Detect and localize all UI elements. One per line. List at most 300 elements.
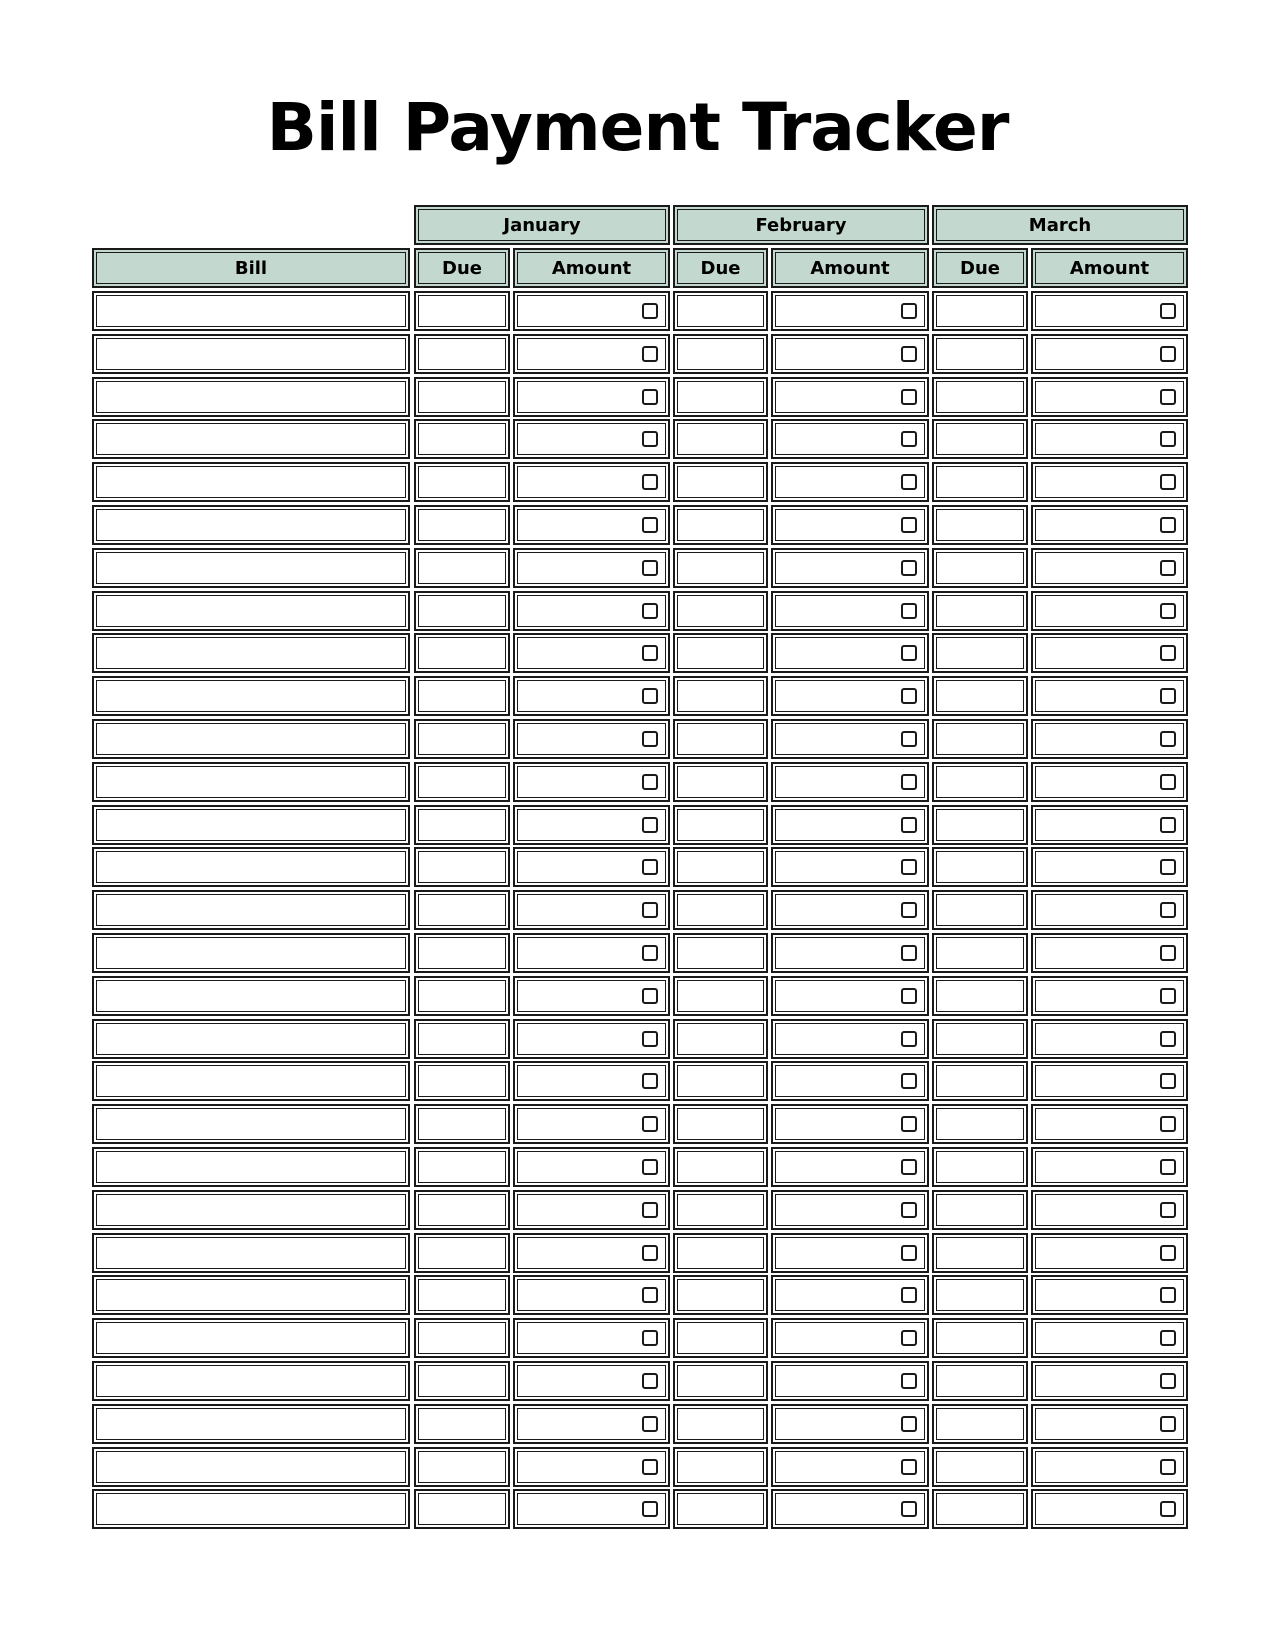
amount-cell-february[interactable] [771, 976, 929, 1016]
due-date-cell-january[interactable] [414, 676, 510, 716]
paid-checkbox-march[interactable] [1160, 988, 1176, 1004]
amount-cell-february[interactable] [771, 1447, 929, 1487]
bill-name-cell[interactable] [92, 1404, 410, 1444]
amount-cell-january[interactable] [513, 1147, 670, 1187]
paid-checkbox-february[interactable] [901, 1416, 917, 1432]
bill-name-cell[interactable] [92, 719, 410, 759]
amount-column-header-february [771, 248, 929, 288]
amount-cell-february[interactable] [771, 1104, 929, 1144]
due-date-cell-march[interactable] [932, 633, 1028, 673]
paid-checkbox-january[interactable] [642, 560, 658, 576]
amount-cell-february[interactable] [771, 334, 929, 374]
amount-cell-march[interactable] [1031, 719, 1188, 759]
amount-cell-march[interactable] [1031, 1147, 1188, 1187]
bill-name-cell[interactable] [92, 505, 410, 545]
amount-cell-february[interactable] [771, 1404, 929, 1444]
paid-checkbox-january[interactable] [642, 1501, 658, 1517]
amount-cell-january[interactable] [513, 762, 670, 802]
amount-cell-march[interactable] [1031, 1104, 1188, 1144]
due-date-cell-february[interactable] [673, 633, 768, 673]
amount-cell-january[interactable] [513, 1061, 670, 1101]
amount-cell-january[interactable] [513, 847, 670, 887]
due-date-cell-february[interactable] [673, 291, 768, 331]
due-date-cell-march[interactable] [932, 676, 1028, 716]
paid-checkbox-march[interactable] [1160, 431, 1176, 447]
amount-cell-january[interactable] [513, 1404, 670, 1444]
paid-checkbox-january[interactable] [642, 431, 658, 447]
amount-cell-january[interactable] [513, 719, 670, 759]
paid-checkbox-january[interactable] [642, 688, 658, 704]
paid-checkbox-january[interactable] [642, 474, 658, 490]
due-date-cell-march[interactable] [932, 334, 1028, 374]
paid-checkbox-february[interactable] [901, 859, 917, 875]
due-date-cell-january[interactable] [414, 548, 510, 588]
paid-checkbox-january[interactable] [642, 1202, 658, 1218]
paid-checkbox-february[interactable] [901, 1073, 917, 1089]
due-date-cell-february[interactable] [673, 1404, 768, 1444]
due-date-cell-march[interactable] [932, 847, 1028, 887]
paid-checkbox-march[interactable] [1160, 731, 1176, 747]
due-date-cell-march[interactable] [932, 1404, 1028, 1444]
amount-cell-march[interactable] [1031, 1489, 1188, 1529]
due-date-cell-february[interactable] [673, 1447, 768, 1487]
due-date-cell-march[interactable] [932, 1019, 1028, 1059]
due-date-cell-march[interactable] [932, 1233, 1028, 1273]
bill-name-cell[interactable] [92, 633, 410, 673]
amount-cell-march[interactable] [1031, 762, 1188, 802]
due-date-cell-january[interactable] [414, 1061, 510, 1101]
due-date-cell-february[interactable] [673, 933, 768, 973]
amount-cell-january[interactable] [513, 1019, 670, 1059]
bill-name-cell[interactable] [92, 805, 410, 845]
due-date-cell-february[interactable] [673, 676, 768, 716]
due-date-cell-february[interactable] [673, 1275, 768, 1315]
bill-name-cell[interactable] [92, 933, 410, 973]
paid-checkbox-march[interactable] [1160, 1116, 1176, 1132]
paid-checkbox-march[interactable] [1160, 1031, 1176, 1047]
amount-cell-january[interactable] [513, 377, 670, 417]
due-date-cell-february[interactable] [673, 1489, 768, 1529]
due-date-cell-march[interactable] [932, 719, 1028, 759]
amount-cell-january[interactable] [513, 334, 670, 374]
due-column-header-january [414, 248, 510, 288]
paid-checkbox-march[interactable] [1160, 1073, 1176, 1089]
paid-checkbox-february[interactable] [901, 346, 917, 362]
amount-cell-january[interactable] [513, 548, 670, 588]
due-date-cell-january[interactable] [414, 1318, 510, 1358]
paid-checkbox-february[interactable] [901, 1031, 917, 1047]
due-date-cell-march[interactable] [932, 933, 1028, 973]
due-date-cell-february[interactable] [673, 847, 768, 887]
month-header-label: February [755, 214, 847, 236]
due-date-cell-january[interactable] [414, 762, 510, 802]
paid-checkbox-march[interactable] [1160, 688, 1176, 704]
amount-cell-february[interactable] [771, 933, 929, 973]
paid-checkbox-january[interactable] [642, 1330, 658, 1346]
amount-cell-february[interactable] [771, 847, 929, 887]
amount-column-header-label: Amount [1069, 257, 1150, 279]
amount-cell-march[interactable] [1031, 1404, 1188, 1444]
paid-checkbox-march[interactable] [1160, 1501, 1176, 1517]
amount-cell-march[interactable] [1031, 1318, 1188, 1358]
amount-cell-february[interactable] [771, 462, 929, 502]
due-date-cell-march[interactable] [932, 591, 1028, 631]
amount-cell-march[interactable] [1031, 548, 1188, 588]
amount-cell-march[interactable] [1031, 676, 1188, 716]
due-date-cell-february[interactable] [673, 1061, 768, 1101]
bill-name-cell[interactable] [92, 334, 410, 374]
due-date-cell-january[interactable] [414, 1361, 510, 1401]
amount-cell-february[interactable] [771, 591, 929, 631]
amount-cell-february[interactable] [771, 633, 929, 673]
bill-name-cell[interactable] [92, 548, 410, 588]
amount-cell-march[interactable] [1031, 419, 1188, 459]
amount-cell-february[interactable] [771, 548, 929, 588]
amount-cell-february[interactable] [771, 805, 929, 845]
bill-name-cell[interactable] [92, 1190, 410, 1230]
due-date-cell-march[interactable] [932, 1061, 1028, 1101]
paid-checkbox-january[interactable] [642, 346, 658, 362]
due-date-cell-march[interactable] [932, 1190, 1028, 1230]
paid-checkbox-march[interactable] [1160, 474, 1176, 490]
due-date-cell-march[interactable] [932, 1147, 1028, 1187]
paid-checkbox-february[interactable] [901, 1373, 917, 1389]
paid-checkbox-march[interactable] [1160, 1159, 1176, 1175]
due-date-cell-march[interactable] [932, 976, 1028, 1016]
paid-checkbox-january[interactable] [642, 1373, 658, 1389]
bill-name-cell[interactable] [92, 676, 410, 716]
paid-checkbox-march[interactable] [1160, 517, 1176, 533]
paid-checkbox-february[interactable] [901, 774, 917, 790]
amount-cell-march[interactable] [1031, 1190, 1188, 1230]
due-date-cell-january[interactable] [414, 1104, 510, 1144]
due-date-cell-january[interactable] [414, 462, 510, 502]
amount-cell-january[interactable] [513, 1190, 670, 1230]
paid-checkbox-february[interactable] [901, 1202, 917, 1218]
paid-checkbox-march[interactable] [1160, 1330, 1176, 1346]
amount-cell-january[interactable] [513, 890, 670, 930]
bill-name-cell[interactable] [92, 847, 410, 887]
amount-cell-january[interactable] [513, 505, 670, 545]
paid-checkbox-march[interactable] [1160, 389, 1176, 405]
amount-cell-march[interactable] [1031, 1275, 1188, 1315]
paid-checkbox-february[interactable] [901, 603, 917, 619]
bill-name-cell[interactable] [92, 890, 410, 930]
paid-checkbox-january[interactable] [642, 517, 658, 533]
paid-checkbox-january[interactable] [642, 389, 658, 405]
bill-column-header-label: Bill [234, 257, 268, 279]
paid-checkbox-february[interactable] [901, 1245, 917, 1261]
paid-checkbox-march[interactable] [1160, 859, 1176, 875]
bill-name-cell[interactable] [92, 377, 410, 417]
paid-checkbox-january[interactable] [642, 1416, 658, 1432]
bill-name-cell[interactable] [92, 1019, 410, 1059]
due-date-cell-february[interactable] [673, 976, 768, 1016]
due-date-cell-march[interactable] [932, 1447, 1028, 1487]
paid-checkbox-february[interactable] [901, 988, 917, 1004]
paid-checkbox-january[interactable] [642, 1245, 658, 1261]
paid-checkbox-january[interactable] [642, 731, 658, 747]
paid-checkbox-february[interactable] [901, 817, 917, 833]
paid-checkbox-january[interactable] [642, 1116, 658, 1132]
bill-name-cell[interactable] [92, 1147, 410, 1187]
paid-checkbox-february[interactable] [901, 688, 917, 704]
due-date-cell-february[interactable] [673, 1318, 768, 1358]
paid-checkbox-march[interactable] [1160, 645, 1176, 661]
bill-name-cell[interactable] [92, 1361, 410, 1401]
amount-cell-march[interactable] [1031, 933, 1188, 973]
due-date-cell-march[interactable] [932, 1104, 1028, 1144]
due-date-cell-january[interactable] [414, 419, 510, 459]
paid-checkbox-february[interactable] [901, 945, 917, 961]
due-date-cell-february[interactable] [673, 1147, 768, 1187]
amount-cell-february[interactable] [771, 1147, 929, 1187]
due-date-cell-february[interactable] [673, 1019, 768, 1059]
paid-checkbox-february[interactable] [901, 389, 917, 405]
amount-cell-january[interactable] [513, 462, 670, 502]
amount-cell-march[interactable] [1031, 334, 1188, 374]
due-date-cell-february[interactable] [673, 890, 768, 930]
bill-name-cell[interactable] [92, 291, 410, 331]
amount-column-header-january [513, 248, 670, 288]
due-date-cell-february[interactable] [673, 548, 768, 588]
paid-checkbox-march[interactable] [1160, 1459, 1176, 1475]
bill-name-cell[interactable] [92, 462, 410, 502]
due-date-cell-march[interactable] [932, 291, 1028, 331]
due-date-cell-january[interactable] [414, 334, 510, 374]
amount-column-header-label: Amount [551, 257, 632, 279]
amount-cell-march[interactable] [1031, 1061, 1188, 1101]
paid-checkbox-march[interactable] [1160, 603, 1176, 619]
due-date-cell-march[interactable] [932, 1489, 1028, 1529]
bill-name-cell[interactable] [92, 762, 410, 802]
amount-cell-february[interactable] [771, 1061, 929, 1101]
paid-checkbox-january[interactable] [642, 817, 658, 833]
amount-cell-january[interactable] [513, 1447, 670, 1487]
amount-cell-january[interactable] [513, 933, 670, 973]
amount-cell-march[interactable] [1031, 591, 1188, 631]
paid-checkbox-february[interactable] [901, 1501, 917, 1517]
amount-cell-january[interactable] [513, 976, 670, 1016]
due-date-cell-february[interactable] [673, 1233, 768, 1273]
paid-checkbox-january[interactable] [642, 945, 658, 961]
due-date-cell-january[interactable] [414, 1447, 510, 1487]
paid-checkbox-february[interactable] [901, 731, 917, 747]
amount-cell-february[interactable] [771, 1190, 929, 1230]
bill-name-cell[interactable] [92, 1061, 410, 1101]
paid-checkbox-march[interactable] [1160, 945, 1176, 961]
amount-cell-march[interactable] [1031, 1019, 1188, 1059]
due-date-cell-march[interactable] [932, 890, 1028, 930]
due-date-cell-january[interactable] [414, 719, 510, 759]
due-date-cell-january[interactable] [414, 890, 510, 930]
due-date-cell-january[interactable] [414, 1275, 510, 1315]
amount-cell-march[interactable] [1031, 847, 1188, 887]
paid-checkbox-march[interactable] [1160, 902, 1176, 918]
paid-checkbox-march[interactable] [1160, 1416, 1176, 1432]
paid-checkbox-january[interactable] [642, 902, 658, 918]
amount-cell-february[interactable] [771, 890, 929, 930]
page-title: Bill Payment Tracker [266, 89, 1009, 166]
due-date-cell-january[interactable] [414, 591, 510, 631]
paid-checkbox-january[interactable] [642, 603, 658, 619]
paid-checkbox-march[interactable] [1160, 1202, 1176, 1218]
due-date-cell-march[interactable] [932, 762, 1028, 802]
paid-checkbox-february[interactable] [901, 645, 917, 661]
paid-checkbox-february[interactable] [901, 1116, 917, 1132]
amount-cell-february[interactable] [771, 377, 929, 417]
paid-checkbox-january[interactable] [642, 1073, 658, 1089]
paid-checkbox-march[interactable] [1160, 774, 1176, 790]
due-date-cell-february[interactable] [673, 805, 768, 845]
due-date-cell-january[interactable] [414, 1404, 510, 1444]
paid-checkbox-january[interactable] [642, 1459, 658, 1475]
due-date-cell-march[interactable] [932, 505, 1028, 545]
due-date-cell-february[interactable] [673, 462, 768, 502]
amount-cell-march[interactable] [1031, 1447, 1188, 1487]
paid-checkbox-february[interactable] [901, 902, 917, 918]
amount-cell-january[interactable] [513, 1275, 670, 1315]
paid-checkbox-january[interactable] [642, 645, 658, 661]
due-date-cell-january[interactable] [414, 291, 510, 331]
paid-checkbox-january[interactable] [642, 859, 658, 875]
amount-cell-march[interactable] [1031, 505, 1188, 545]
paid-checkbox-february[interactable] [901, 431, 917, 447]
amount-cell-february[interactable] [771, 1318, 929, 1358]
due-date-cell-march[interactable] [932, 1361, 1028, 1401]
paid-checkbox-february[interactable] [901, 474, 917, 490]
amount-cell-march[interactable] [1031, 377, 1188, 417]
amount-cell-february[interactable] [771, 1233, 929, 1273]
amount-cell-february[interactable] [771, 1361, 929, 1401]
due-date-cell-march[interactable] [932, 1275, 1028, 1315]
due-date-cell-february[interactable] [673, 1190, 768, 1230]
amount-cell-january[interactable] [513, 1104, 670, 1144]
due-date-cell-january[interactable] [414, 805, 510, 845]
paid-checkbox-february[interactable] [901, 1459, 917, 1475]
due-date-cell-march[interactable] [932, 419, 1028, 459]
due-date-cell-march[interactable] [932, 1318, 1028, 1358]
due-date-cell-february[interactable] [673, 334, 768, 374]
due-date-cell-february[interactable] [673, 591, 768, 631]
paid-checkbox-january[interactable] [642, 774, 658, 790]
amount-cell-february[interactable] [771, 505, 929, 545]
due-date-cell-january[interactable] [414, 1190, 510, 1230]
amount-cell-january[interactable] [513, 291, 670, 331]
paid-checkbox-january[interactable] [642, 1159, 658, 1175]
amount-cell-february[interactable] [771, 719, 929, 759]
amount-cell-january[interactable] [513, 676, 670, 716]
amount-cell-march[interactable] [1031, 462, 1188, 502]
paid-checkbox-march[interactable] [1160, 1287, 1176, 1303]
paid-checkbox-february[interactable] [901, 1287, 917, 1303]
bill-name-cell[interactable] [92, 419, 410, 459]
due-date-cell-january[interactable] [414, 1147, 510, 1187]
amount-cell-january[interactable] [513, 1489, 670, 1529]
due-date-cell-january[interactable] [414, 933, 510, 973]
amount-cell-january[interactable] [513, 1361, 670, 1401]
due-date-cell-march[interactable] [932, 805, 1028, 845]
paid-checkbox-january[interactable] [642, 1031, 658, 1047]
due-date-cell-january[interactable] [414, 1233, 510, 1273]
due-date-cell-february[interactable] [673, 419, 768, 459]
paid-checkbox-march[interactable] [1160, 303, 1176, 319]
bill-name-cell[interactable] [92, 1489, 410, 1529]
paid-checkbox-march[interactable] [1160, 346, 1176, 362]
paid-checkbox-january[interactable] [642, 1287, 658, 1303]
amount-cell-february[interactable] [771, 1489, 929, 1529]
due-date-cell-february[interactable] [673, 1104, 768, 1144]
amount-cell-january[interactable] [513, 1233, 670, 1273]
amount-cell-march[interactable] [1031, 890, 1188, 930]
amount-cell-february[interactable] [771, 291, 929, 331]
due-date-cell-january[interactable] [414, 1489, 510, 1529]
paid-checkbox-february[interactable] [901, 517, 917, 533]
amount-cell-january[interactable] [513, 591, 670, 631]
due-date-cell-february[interactable] [673, 762, 768, 802]
paid-checkbox-february[interactable] [901, 1159, 917, 1175]
paid-checkbox-march[interactable] [1160, 560, 1176, 576]
amount-cell-march[interactable] [1031, 976, 1188, 1016]
paid-checkbox-february[interactable] [901, 303, 917, 319]
amount-column-header-label: Amount [810, 257, 890, 279]
paid-checkbox-march[interactable] [1160, 1373, 1176, 1389]
amount-cell-january[interactable] [513, 805, 670, 845]
paid-checkbox-january[interactable] [642, 988, 658, 1004]
bill-name-cell[interactable] [92, 1275, 410, 1315]
paid-checkbox-february[interactable] [901, 1330, 917, 1346]
paid-checkbox-february[interactable] [901, 560, 917, 576]
amount-cell-march[interactable] [1031, 805, 1188, 845]
bill-name-cell[interactable] [92, 1447, 410, 1487]
amount-cell-february[interactable] [771, 419, 929, 459]
due-date-cell-january[interactable] [414, 377, 510, 417]
amount-cell-march[interactable] [1031, 1361, 1188, 1401]
due-date-cell-february[interactable] [673, 505, 768, 545]
due-date-cell-february[interactable] [673, 719, 768, 759]
due-date-cell-january[interactable] [414, 847, 510, 887]
amount-cell-january[interactable] [513, 633, 670, 673]
amount-cell-february[interactable] [771, 1019, 929, 1059]
bill-name-cell[interactable] [92, 1318, 410, 1358]
bill-name-cell[interactable] [92, 591, 410, 631]
amount-cell-february[interactable] [771, 762, 929, 802]
due-date-cell-february[interactable] [673, 1361, 768, 1401]
due-date-cell-january[interactable] [414, 505, 510, 545]
due-date-cell-march[interactable] [932, 462, 1028, 502]
due-date-cell-march[interactable] [932, 377, 1028, 417]
paid-checkbox-january[interactable] [642, 303, 658, 319]
amount-cell-march[interactable] [1031, 633, 1188, 673]
due-date-cell-february[interactable] [673, 377, 768, 417]
amount-cell-march[interactable] [1031, 1233, 1188, 1273]
due-date-cell-january[interactable] [414, 1019, 510, 1059]
amount-cell-january[interactable] [513, 1318, 670, 1358]
due-date-cell-january[interactable] [414, 976, 510, 1016]
amount-cell-january[interactable] [513, 419, 670, 459]
due-date-cell-march[interactable] [932, 548, 1028, 588]
bill-name-cell[interactable] [92, 1104, 410, 1144]
paid-checkbox-march[interactable] [1160, 1245, 1176, 1261]
due-date-cell-january[interactable] [414, 633, 510, 673]
amount-cell-march[interactable] [1031, 291, 1188, 331]
amount-cell-february[interactable] [771, 676, 929, 716]
bill-name-cell[interactable] [92, 976, 410, 1016]
month-header-march [932, 205, 1188, 245]
paid-checkbox-march[interactable] [1160, 817, 1176, 833]
bill-name-cell[interactable] [92, 1233, 410, 1273]
amount-cell-february[interactable] [771, 1275, 929, 1315]
